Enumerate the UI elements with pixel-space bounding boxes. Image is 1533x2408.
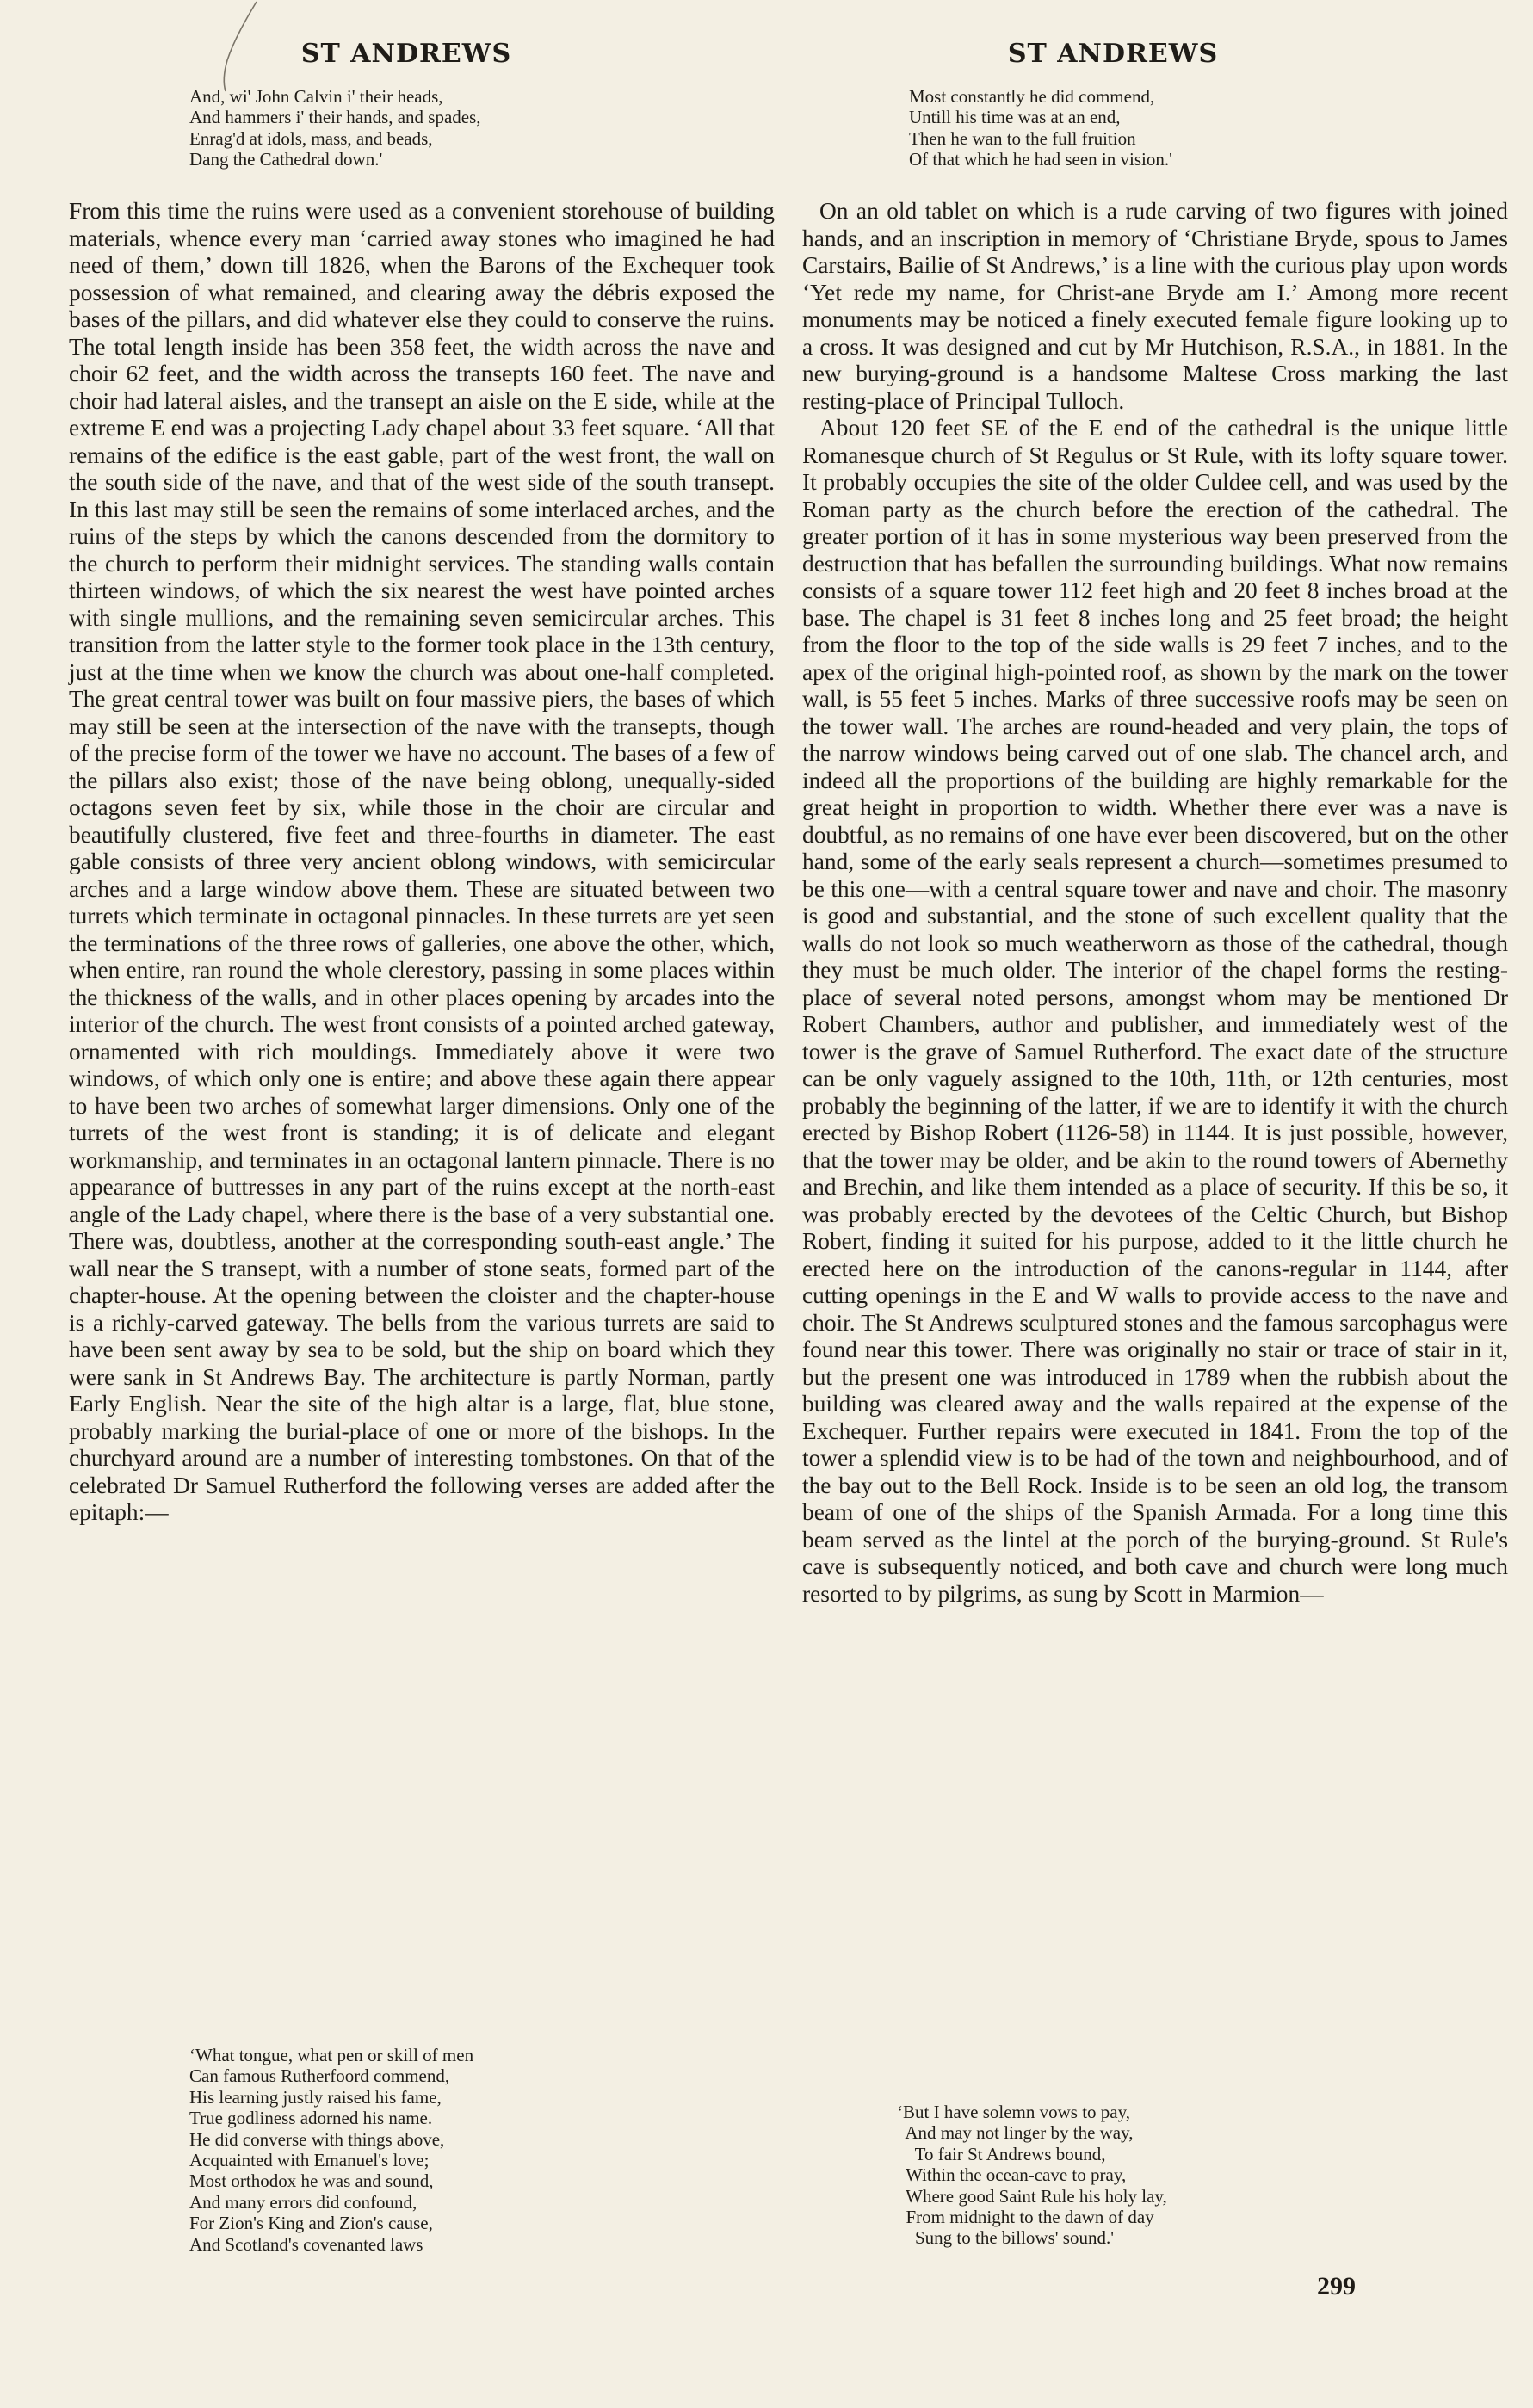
running-head-right: ST ANDREWS	[1007, 39, 1219, 69]
verse-top-right: Most constantly he did commend, Untill his time was at an end, Then he wan to the full fruition Of that which he had seen in vision.'	[909, 86, 1172, 170]
rutherford-epitaph-verse: ‘What tongue, what pen or skill of men Can famous Rutherfoord commend, His learning justly raised his fame, True godliness adorned his name. He did converse with things above, Acquainted with Emanuel's love; Most orthodox he was and sound, And many errors did confound, For Zion's King and Zion's cause, And Scotland's covenanted laws	[189, 2045, 474, 2255]
paragraph-tablet: On an old tablet on which is a rude carving of two figures with joined hands, and an inscription in memory of ‘Christiane Bryde, spous to James Carstairs, Bailie of St Andrews,’ is a line with the curious play upon words ‘Yet rede my name, for Christ-ane Bryde am I.’ Among more recent monuments may be noticed a finely executed female figure looking up to a cross. It was designed and cut by Mr Hutchison, R.S.A., in 1881. In the new burying-ground is a handsome Maltese Cross marking the last resting-place of Principal Tulloch.	[802, 198, 1508, 414]
page-number: 299	[1317, 2272, 1356, 2300]
right-prose	[802, 198, 1508, 1608]
verse-top-left: And, wi' John Calvin i' their heads, And hammers i' their hands, and spades, Enrag'd at idols, mass, and beads, Dang the Cathedral down.'	[189, 86, 481, 170]
paragraph-st-rule: About 120 feet SE of the E end of the cathedral is the unique little Romanesque church of St Regulus or St Rule, with its lofty square tower. It probably occupies the site of the older Culdee cell, and was used by the Roman party as the church before the erection of the cathedral. The greater portion of it has in some mysterious way been preserved from the destruction that has befallen the surrounding buildings. What now remains consists of a square tower 112 feet high and 20 feet 8 inches broad at the base. The chapel is 31 feet 8 inches long and 25 feet broad; the height from the floor to the top of the side walls is 29 feet 7 inches, and to the apex of the original high-pointed roof, as shown by the mark on the tower wall, is 55 feet 5 inches. Marks of three successive roofs may be seen on the tower wall. The arches are round-headed and very plain, the tops of the narrow windows being carved out of one slab. The chancel arch, and indeed all the proportions of the building are highly remarkable for the great height in proportion to width. Whether there ever was a nave is doubtful, as no remains of one have ever been discovered, but on the other hand, some of the early seals represent a church—sometimes presumed to be this one—with a central square tower and nave and choir. The masonry is good and substantial, and the stone of such excellent quality that the walls do not look so much weatherworn as those of the cathedral, though they must be much older. The interior of the chapel forms the resting-place of several noted persons, amongst whom may be mentioned Dr Robert Chambers, author and publisher, and immediately west of the tower is the grave of Samuel Rutherford. The exact date of the structure can be only vaguely assigned to the 10th, 11th, or 12th centuries, most probably the beginning of the latter, if we are to identify it with the church erected by Bishop Robert (1126-58) in 1144. It is just possible, however, that the tower may be older, and be akin to the round towers of Abernethy and Brechin, and like them intended as a place of security. If this be so, it was probably erected by the devotees of the Celtic Church, but Bishop Robert, finding it suited for his purpose, added to it the little church he erected here on the introduction of the canons-regular in 1144, after cutting openings in the E and W walls to provide access to the nave and choir. The St Andrews sculptured stones and the famous sarcophagus were found near this tower. There was originally no stair or trace of stair in it, but the present one was introduced in 1789 when the rubbish about the building was cleared away and the walls repaired at the expense of the Exchequer. Further repairs were executed in 1841. From the top of the tower a splendid view is to be had of the town and neighbourhood, and of the bay out to the Bell Rock. Inside is to be seen an old log, the transom beam of one of the ships of the Spanish Armada. For a long time this beam served as the lintel at the porch of the burying-ground. St Rule's cave is subsequently noticed, and both cave and church were long much resorted to by pilgrims, as sung by Scott in Marmion—	[802, 415, 1508, 1607]
marmion-verse: ‘But I have solemn vows to pay, And may not linger by the way, To fair St Andrews bound, Within the ocean-cave to pray, Where good Saint Rule his holy lay, From midnight to the dawn of day Sung to the billows' sound.'	[897, 2102, 1167, 2249]
paragraph-ruins: From this time the ruins were used as a convenient storehouse of building materials, whence every man ‘carried away stones who imagined he had need of them,’ down till 1826, when the Barons of the Exchequer took possession of what remained, and clearing away the débris exposed the bases of the pillars, and did whatever else they could to conserve the ruins. The total length inside has been 358 feet, the width across the nave and choir 62 feet, and the width across the transepts 160 feet. The nave and choir had lateral aisles, and the transept an aisle on the E side, while at the extreme E end was a projecting Lady chapel about 33 feet square. ‘All that remains of the edifice is the east gable, part of the west front, the wall on the south side of the nave, and that of the west side of the south transept. In this last may still be seen the remains of some interlaced arches, and the ruins of the steps by which the canons descended from the dormitory to the church to perform their midnight services. The standing walls contain thirteen windows, of which the six nearest the west have pointed arches with single mullions, and the remaining seven semicircular arches. This transition from the latter style to the former took place in the 13th century, just at the time when we know the church was about one-half completed. The great central tower was built on four massive piers, the bases of which may still be seen at the intersection of the nave with the transepts, though of the precise form of the tower we have no account. The bases of a few of the pillars also exist; those of the nave being oblong, unequally-sided octagons seven feet by six, while those in the choir are circular and beautifully clustered, five feet and three-fourths in diameter. The east gable consists of three very ancient oblong windows, with semicircular arches and a large window above them. These are situated between two turrets which terminate in octagonal pinnacles. In these turrets are yet seen the terminations of the three rows of galleries, one above the other, which, when entire, ran round the whole clerestory, passing in some places within the thickness of the walls, and in other places opening by arcades into the interior of the church. The west front consists of a pointed arched gateway, ornamented with rich mouldings. Immediately above it were two windows, of which only one is entire; and above these again there appear to have been two arches of somewhat larger dimensions. Only one of the turrets of the west front is standing; it is of delicate and elegant workmanship, and terminates in an octagonal lantern pinnacle. There is no appearance of buttresses in any part of the ruins except at the north-east angle of the Lady chapel, where there is the base of a very substantial one. There was, doubtless, another at the corresponding south-east angle.’ The wall near the S transept, with a number of stone seats, formed part of the chapter-house. At the opening between the cloister and the chapter-house is a richly-carved gateway. The bells from the various turrets are said to have been sent away by sea to be sold, but the ship on board which they were sank in St Andrews Bay. The architecture is partly Norman, partly Early English. Near the site of the high altar is a large, flat, blue stone, probably marking the burial-place of one or more of the bishops. In the churchyard around are a number of interesting tombstones. On that of the celebrated Dr Samuel Rutherford the following verses are added after the epitaph:—	[69, 198, 775, 1525]
left-prose	[69, 198, 775, 1527]
running-head-left: ST ANDREWS	[300, 39, 512, 69]
